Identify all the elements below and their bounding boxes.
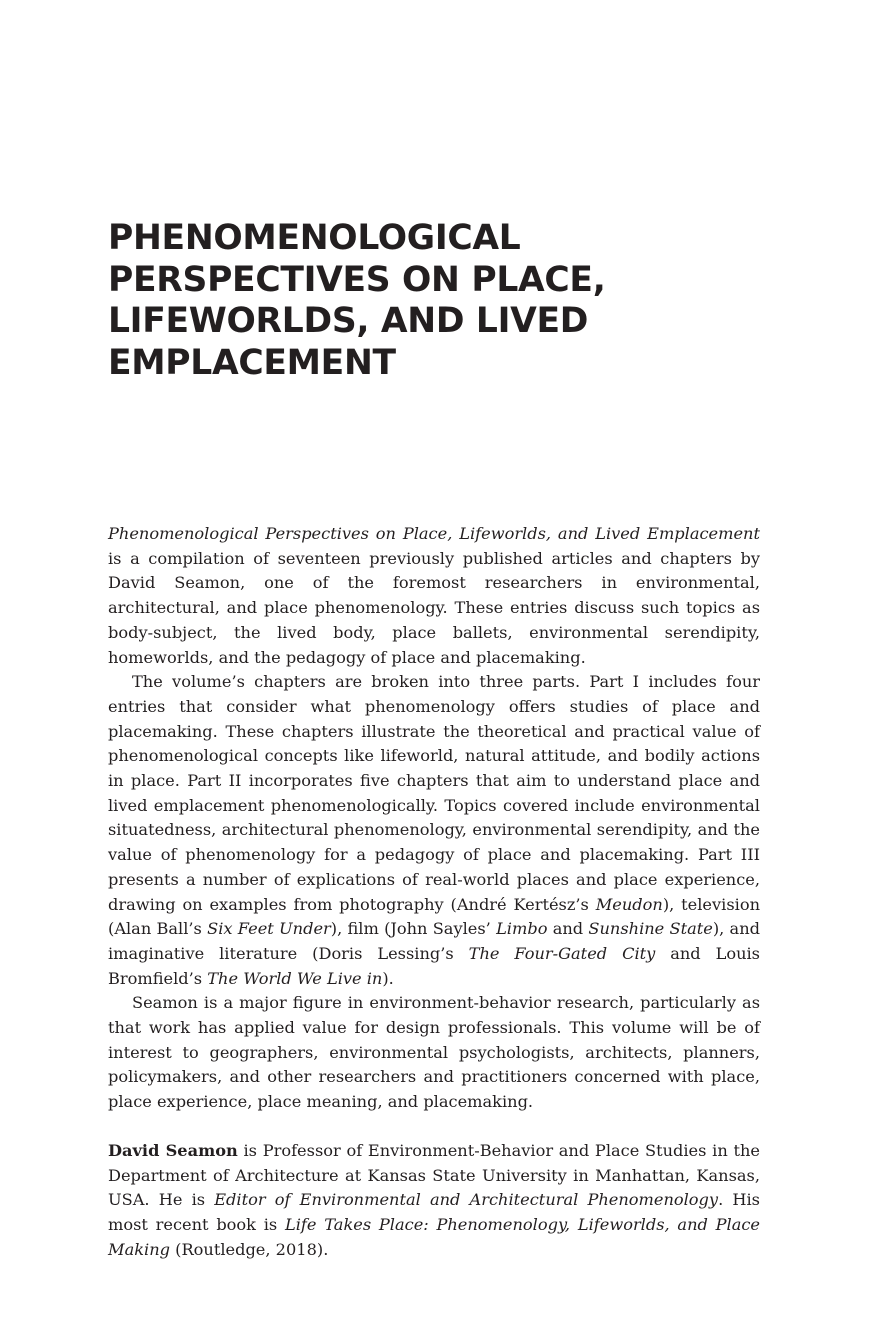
p2-italic-six-feet-under: Six Feet Under (207, 919, 331, 939)
bio-text-3: (Routledge, 2018). (170, 1239, 329, 1259)
description-paragraph-3: Seamon is a major figure in environment-behavior research, particularly as that work has applied value for design professionals. This volume will be of interest to geographers, environmental psychologists, architects, planners, policymakers, and other researchers and practitioners concerned with place, place experience, place meaning, and placemaking. (108, 993, 760, 1112)
p2-italic-sunshine-state: Sunshine State (588, 919, 713, 939)
p2-text-2: ), television (Alan Ball’s (108, 894, 760, 939)
p2-text-1: The volume’s chapters are broken into three parts. Part I includes four entries that consider what phenomenology offers studies of place and placemaking. These chapters illustrate the theoretical and practical value of phenomenological concepts like lifeworld, natural attitude, and bodily actions in place. Part II incorporates five chapters that aim to understand place and lived emplacement phenomenologically. Topics covered include environmental situatedness, architectural phenomenology, environmental serendipity, and the value of phenomenology for a pedagogy of place and placemaking. Part III presents a number of explications of real-world places and place experience, drawing on examples from photography (André Kertész’s (108, 672, 760, 914)
p2-text-6: and Louis Bromfield’s (108, 943, 760, 988)
bio-text-2: . His most recent book is (108, 1190, 760, 1234)
bio-italic-recent-book: Life Takes Place: Phenomenology, Lifeworlds, and Place Making (108, 1214, 760, 1259)
bio-italic-journal: Editor of Environmental and Architectural Phenomenology (214, 1190, 719, 1210)
paragraph-1-text: is a compilation of seventeen previously published articles and chapters by David Seamon, one of the foremost researchers in environmental, architectural, and place phenomenology. These entries discuss such topics as body-subject, the lived body, place ballets, environmental serendipity, homeworlds, and the pedagogy of place and placemaking. (108, 548, 760, 667)
author-bio (108, 1139, 760, 1263)
description-paragraph-2 (108, 670, 760, 991)
book-title-italic: Phenomenological Perspectives on Place, Lifeworlds, and Lived Emplacement (108, 524, 760, 543)
description-paragraph-1 (108, 522, 760, 670)
book-title-heading: PHENOMENOLOGICAL PERSPECTIVES ON PLACE, LIFEWORLDS, AND LIVED EMPLACEMENT (108, 218, 606, 383)
author-name: David Seamon (108, 1140, 238, 1160)
p2-text-5: ), and imaginative literature (Doris Lessing’s (108, 919, 760, 963)
p2-text-7: ). (382, 968, 394, 988)
p2-text-3: ), film (John Sayles’ (330, 919, 497, 939)
book-description (108, 522, 760, 1262)
p2-text-4: and (547, 919, 589, 939)
p2-italic-world-we-live-in: The World We Live in (207, 968, 383, 988)
p2-italic-four-gated-city: The Four-Gated City (468, 943, 656, 963)
p2-italic-limbo: Limbo (496, 919, 548, 939)
p2-italic-meudon: Meudon (595, 894, 663, 914)
bio-text-1: is Professor of Environment-Behavior and Place Studies in the Department of Architecture at Kansas State University in Manhattan, Kansas, USA. He is (108, 1140, 760, 1210)
